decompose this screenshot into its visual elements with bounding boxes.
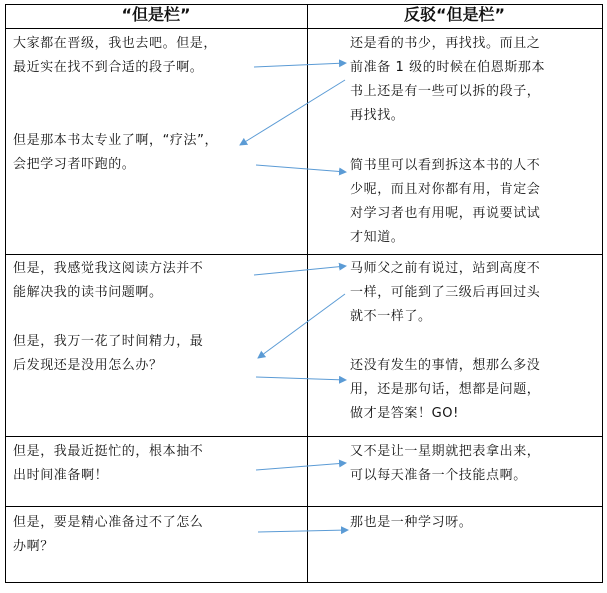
text-line: 能解决我的读书问题啊。 [13,285,163,300]
header-left: “但是栏” [121,5,191,24]
text-line: 才知道。 [350,230,405,245]
text-line: 可以每天准备一个技能点啊。 [350,468,527,483]
arrow-connector [240,80,345,145]
text-line: 简书里可以看到拆这本书的人不 [350,158,541,173]
text-line: 前准备 1 级的时候在伯恩斯那本 [350,60,546,75]
arrow-connector [258,294,345,358]
text-line: 会把学习者吓跑的。 [13,157,136,172]
arrow-connector [256,377,346,380]
text-line: 马师父之前有说过，站到高度不 [350,261,541,276]
text-line: 但是那本书太专业了啊，“疗法”， [13,133,219,148]
text-line: 对学习者也有用呢，再说要试试 [350,206,541,221]
text-line: 一样，可能到了三级后再回过头 [350,285,541,300]
text-line: 就不一样了。 [350,309,432,324]
arrow-connector [254,63,346,67]
text-line: 书上还是有一些可以拆的段子， [350,84,541,99]
text-line: 用，还是那句话，想都是问题， [350,382,541,397]
text-line: 最近实在找不到合适的段子啊。 [13,60,204,75]
text-line: 但是，要是精心准备过不了怎么 [13,515,204,530]
arrow-connector [258,530,348,532]
arrow-connector [256,463,346,470]
text-line: 但是，我感觉我这阅读方法并不 [13,261,204,276]
text-line: 但是，我最近挺忙的，根本抽不 [13,444,204,459]
text-line: 那也是一种学习呀。 [350,515,473,530]
text-line: 做才是答案！GO! [350,406,459,421]
text-line: 还是看的书少，再找找。而且之 [350,36,541,51]
header-right: 反驳“但是栏” [403,5,506,24]
text-line: 又不是让一星期就把表拿出来， [350,444,541,459]
text-line: 大家都在晋级，我也去吧。但是， [13,36,218,51]
text-line: 但是，我万一花了时间精力，最 [13,334,204,349]
text-line: 少呢，而且对你都有用，肯定会 [350,182,541,197]
arrow-connector [254,266,346,275]
text-line: 后发现还是没用怎么办？ [13,358,163,373]
text-line: 出时间准备啊！ [13,468,109,483]
text-line: 还没有发生的事情，想那么多没 [350,358,541,373]
text-line: 再找找。 [350,108,405,123]
text-line: 办啊？ [13,539,54,554]
arrow-connector [256,165,346,172]
